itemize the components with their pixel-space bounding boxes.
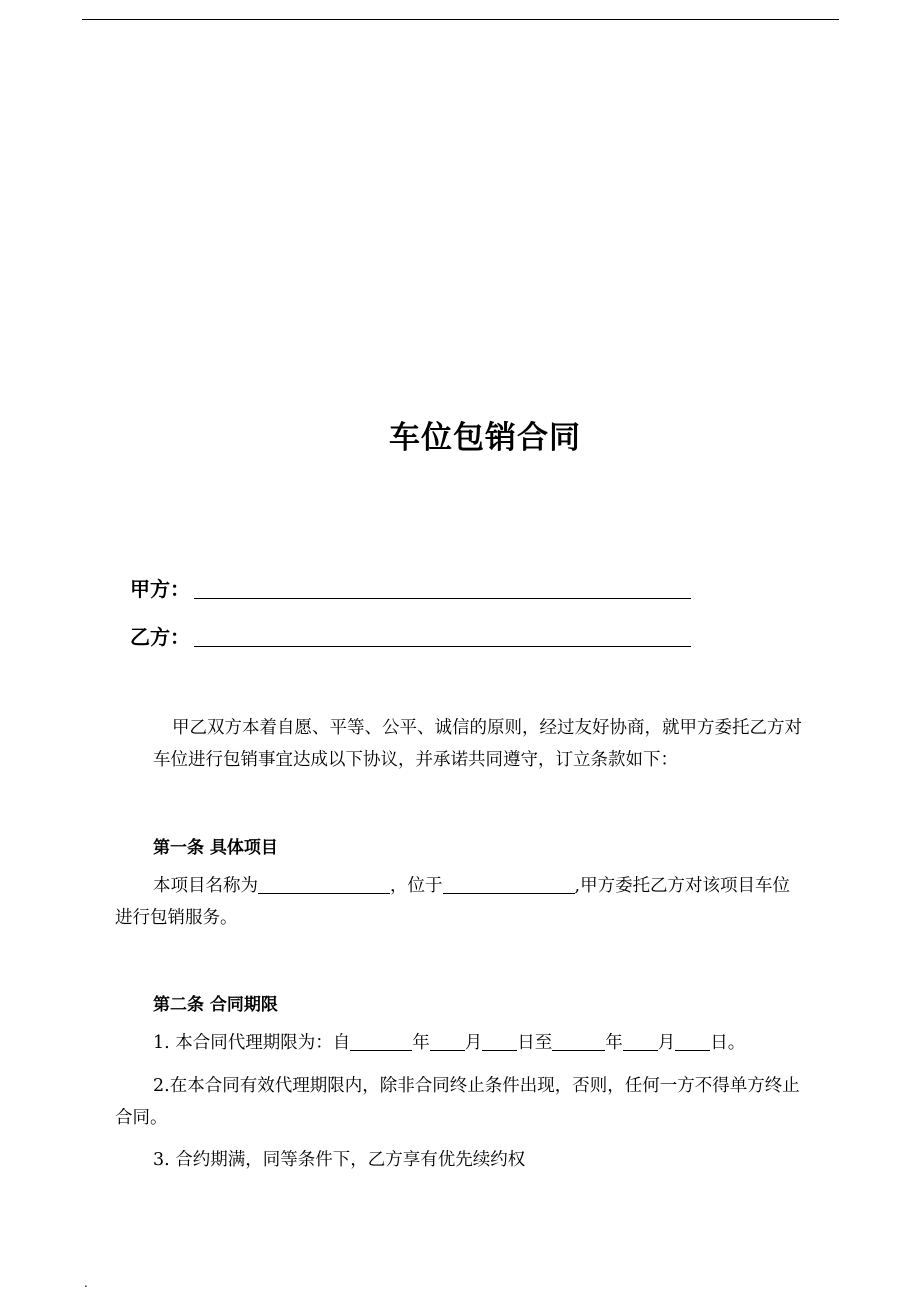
party-b-label: 乙方： — [130, 625, 190, 649]
party-a-label: 甲方： — [130, 577, 190, 601]
party-a-blank — [194, 598, 691, 599]
article-2-item-1 — [153, 1027, 745, 1059]
contract-title: 车位包销合同 — [389, 420, 581, 456]
party-b-blank — [194, 646, 691, 647]
article-2-heading: 第二条 合同期限 — [153, 995, 278, 1015]
start-day-label: 日至 — [517, 1033, 553, 1053]
article-2-item-2-line-2: 合同。 — [115, 1108, 168, 1128]
preamble-line-1: 甲乙双方本着自愿、平等、公平、诚信的原则，经过友好协商，就甲方委托乙方对 — [172, 718, 802, 738]
article-1-text-start: 本项目名称为 — [153, 876, 258, 896]
start-day-blank — [482, 1030, 517, 1051]
article-1-heading: 第一条 具体项目 — [153, 838, 278, 858]
project-name-blank — [258, 873, 390, 894]
end-month-label: 月 — [657, 1033, 676, 1053]
party-a-line — [130, 572, 691, 602]
header-rule — [82, 19, 839, 20]
preamble-line-2: 车位进行包销事宜达成以下协议，并承诺共同遵守，订立条款如下： — [153, 750, 678, 770]
start-year-blank — [350, 1030, 412, 1051]
end-month-blank — [623, 1030, 658, 1051]
end-year-label: 年 — [605, 1033, 623, 1053]
term-prefix: 1. 本合同代理期限为：自 — [153, 1033, 351, 1053]
project-location-blank — [443, 873, 575, 894]
article-2-item-2-line-1: 2.在本合同有效代理期限内，除非合同终止条件出现，否则，任何一方不得单方终止 — [153, 1076, 800, 1096]
article-1-text-mid: ，位于 — [390, 876, 443, 896]
end-day-blank — [675, 1030, 710, 1051]
end-day-label: 日。 — [710, 1033, 746, 1053]
start-month-label: 月 — [464, 1033, 483, 1053]
end-year-blank — [552, 1030, 605, 1051]
article-1-line-2: 进行包销服务。 — [115, 908, 238, 928]
article-1-paragraph — [153, 870, 790, 902]
article-2-item-3: 3. 合约期满，同等条件下，乙方享有优先续约权 — [153, 1150, 526, 1170]
start-year-label: 年 — [412, 1033, 430, 1053]
party-b-line — [130, 620, 691, 650]
article-1-text-end: ,甲方委托乙方对该项目车位 — [574, 876, 791, 896]
footer-mark: . — [84, 1276, 88, 1290]
start-month-blank — [430, 1030, 465, 1051]
